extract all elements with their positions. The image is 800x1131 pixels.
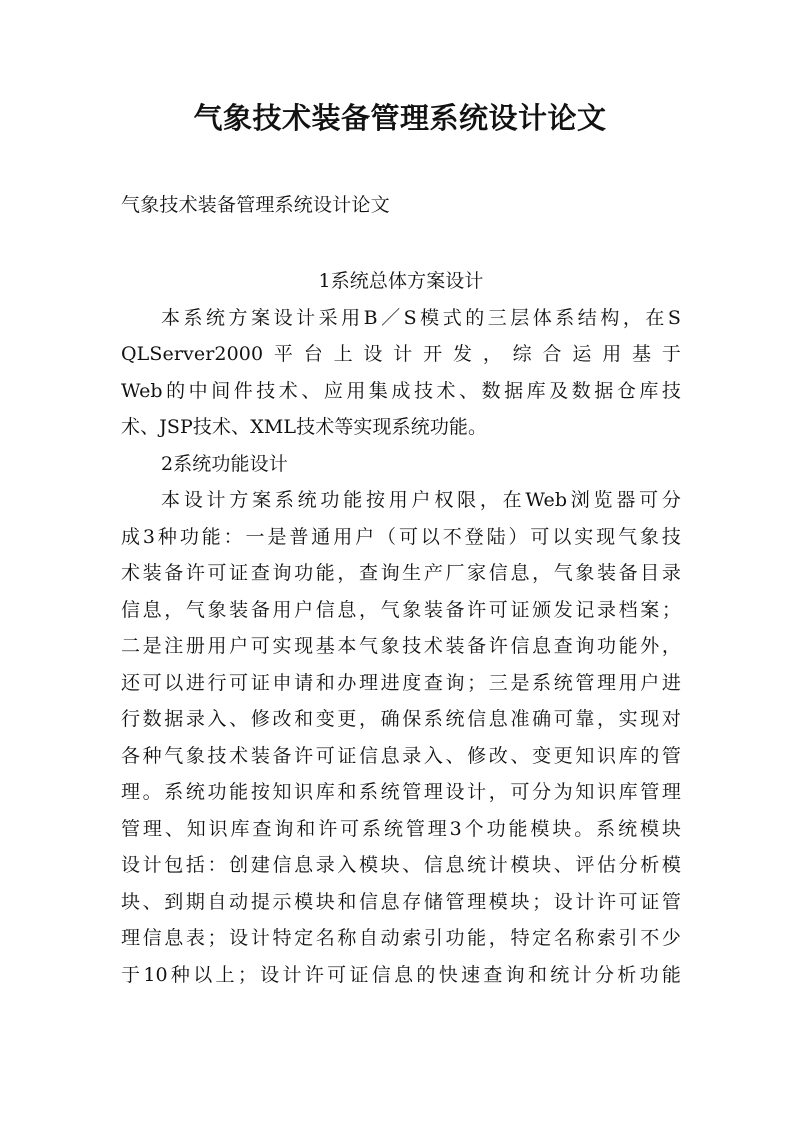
paragraph-line: QLServer2000平台上设计开发，综合运用基于 [121,343,681,365]
section-heading-2: 2系统功能设计 [161,452,288,475]
paragraph-line: 各种气象技术装备许可证信息录入、修改、变更知识库的管 [121,744,681,767]
paragraph-line: 于10种以上；设计许可证信息的快速查询和统计分析功能 [121,963,681,986]
paragraph-line: 术、JSP技术、XML技术等实现系统功能。 [121,416,488,438]
paragraph-line: 理。系统功能按知识库和系统管理设计，可分为知识库管理 [121,781,681,803]
paragraph-line: 本系统方案设计采用B／S模式的三层体系结构，在S [161,306,681,329]
paragraph-line: 理信息表；设计特定名称自动索引功能，特定名称索引不少 [121,927,681,949]
document-subtitle: 气象技术装备管理系统设计论文 [121,194,390,216]
paragraph-line: 行数据录入、修改和变更，确保系统信息准确可靠，实现对 [121,708,681,730]
paragraph-line: Web的中间件技术、应用集成技术、数据库及数据仓库技 [121,379,681,402]
document-body [121,263,681,993]
paragraph-line: 还可以进行可证申请和办理进度查询；三是系统管理用户进 [121,671,681,694]
paragraph-line: 块、到期自动提示模块和信息存储管理模块；设计许可证管 [121,890,681,913]
paragraph-line: 管理、知识库查询和许可系统管理3个功能模块。系统模块 [121,817,681,840]
paragraph-line: 术装备许可证查询功能，查询生产厂家信息，气象装备目录 [121,562,681,584]
paragraph-line: 设计包括：创建信息录入模块、信息统计模块、评估分析模 [121,854,681,876]
document-title: 气象技术装备管理系统设计论文 [193,101,607,135]
section-heading-1: 1系统总体方案设计 [318,270,484,292]
paragraph-line: 信息，气象装备用户信息，气象装备许可证颁发记录档案； [121,598,681,621]
paragraph-line: 二是注册用户可实现基本气象技术装备许信息查询功能外， [121,635,681,657]
paragraph-line: 成3种功能：一是普通用户（可以不登陆）可以实现气象技 [121,525,681,548]
paragraph-line: 本设计方案系统功能按用户权限，在Web浏览器可分 [161,489,681,511]
